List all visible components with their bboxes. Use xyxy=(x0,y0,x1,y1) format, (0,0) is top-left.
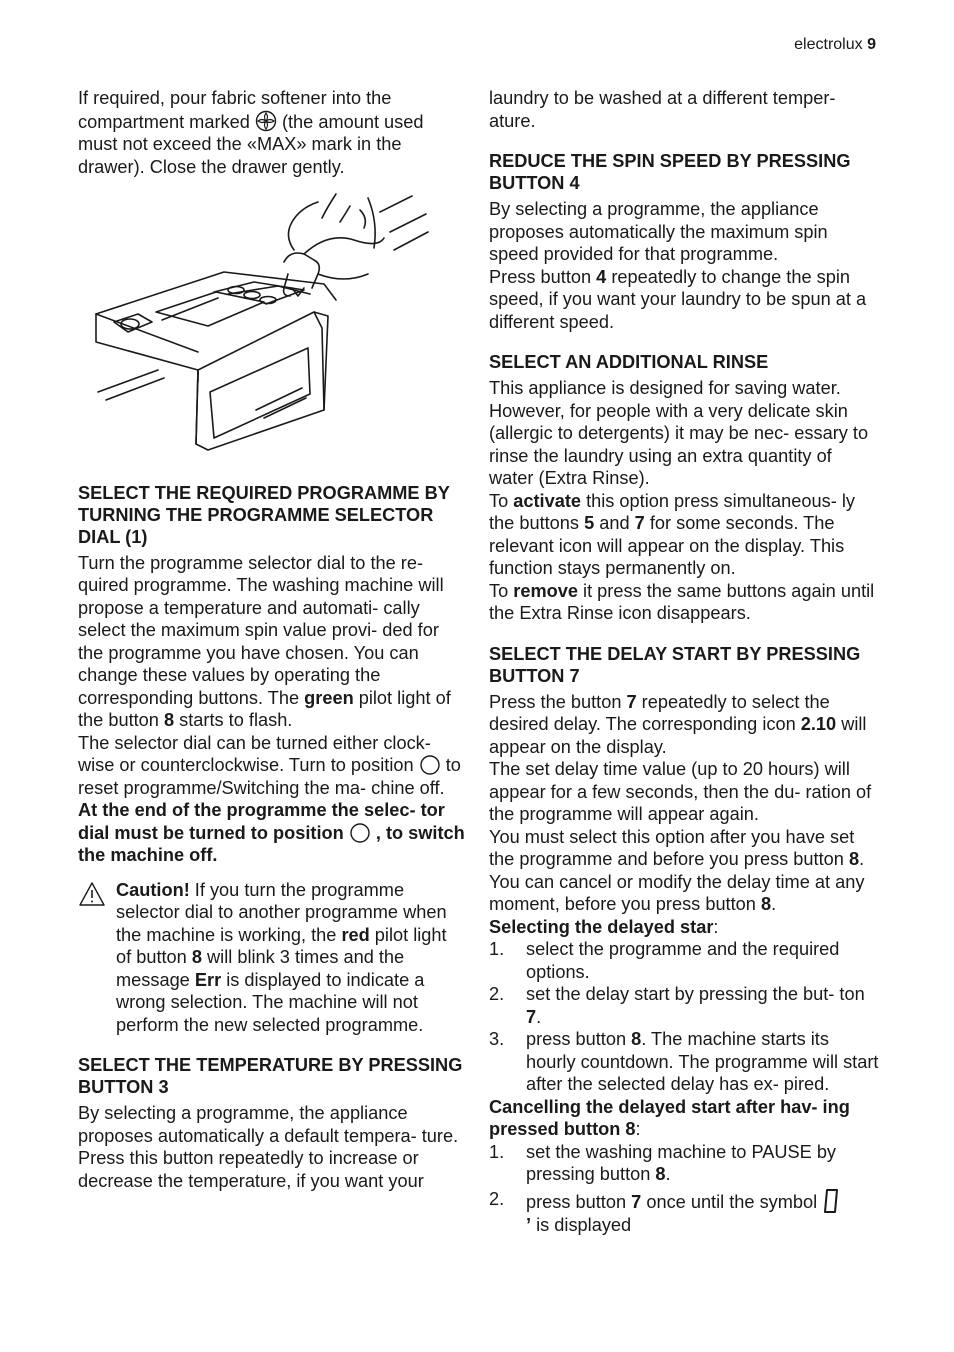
right-column xyxy=(489,87,879,1236)
circle-off-position-icon xyxy=(349,823,371,843)
spin-paragraph-1: By selecting a programme, the appliance proposes automatically the maximum spin speed provided for that programme. xyxy=(489,199,828,264)
rinse-paragraph-1: This appliance is designed for saving water. However, for people with a very delicate skin (allergic to detergents) it may be nec- essary to rinse the laundry using an extra quantity of water (Extra Rinse). xyxy=(489,378,869,488)
detergent-drawer-illustration xyxy=(78,192,466,454)
programme-paragraph-1: Turn the programme selector dial to the re- quired programme. The washing machine will propose a temperature and automati- cally select the maximum spin value provi- ded for the programme you have chosen. You can change these values by operating the corresponding buttons. The green pilot light of the button 8 starts to flash. xyxy=(78,552,451,730)
list-item: 3. press button 8. The machine starts its hourly countdown. The programme will start after the selected delay has ex- pired. xyxy=(489,1029,879,1094)
temperature-paragraph-2: Press this button repeatedly to increase or decrease the temperature, if you want your xyxy=(78,1148,424,1191)
delay-paragraph-3: You must select this option after you have set the programme and before you press button 8. xyxy=(489,826,865,869)
left-column xyxy=(78,87,466,1192)
programme-paragraph-3: At the end of the programme the selec- tor dial must be turned to position , to switch the machine off. xyxy=(78,800,465,865)
delay-paragraph-2: The set delay time value (up to 20 hours) will appear for a few seconds, then the du- ration of the programme will appear again. xyxy=(489,759,872,824)
list-item: 2. set the delay start by pressing the but- ton 7. xyxy=(489,984,865,1027)
cancel-delay-label: Cancelling the delayed start after hav- ing pressed button 8: xyxy=(489,1096,850,1139)
caution-text: Caution! If you turn the programme selector dial to another programme when the machine is working, the red pilot light of button 8 will blink 3 times and the message Err is displayed to indicate a wrong selection. The machine will not perform the new selected programme. xyxy=(116,879,447,1035)
delay-paragraph-4: You can cancel or modify the delay time at any moment, before you press button 8. xyxy=(489,871,865,914)
temperature-paragraph-1: By selecting a programme, the appliance proposes automatically a default tempera- ture. xyxy=(78,1103,459,1146)
spin-heading: REDUCE THE SPIN SPEED BY PRESSING BUTTON 4 xyxy=(489,151,851,193)
delay-paragraph-1: Press the button 7 repeatedly to select the desired delay. The corresponding icon 2.10 will appear on the display. xyxy=(489,691,867,757)
list-item: 1. set the washing machine to PAUSE by pressing button 8. xyxy=(489,1141,837,1184)
cancel-delay-steps xyxy=(489,1141,879,1237)
flower-compartment-icon xyxy=(255,110,277,132)
intro-text-2: (the amount used must not exceed the «MAX» mark in the drawer). Close the drawer gently. xyxy=(78,111,424,177)
rinse-heading: SELECT AN ADDITIONAL RINSE xyxy=(489,352,769,372)
list-item: 1. select the programme and the required options. xyxy=(489,939,840,982)
page-header xyxy=(794,36,876,54)
delay-heading: SELECT THE DELAY START BY PRESSING BUTTON 7 xyxy=(489,643,861,686)
selecting-delay-steps xyxy=(489,938,879,1096)
caution-note xyxy=(78,879,466,1037)
delay-icon-value: 2.10 xyxy=(800,714,837,734)
spin-paragraph-2: Press button 4 repeatedly to change the spin speed, if you want your laundry to be spun at a different speed. xyxy=(489,266,867,332)
rinse-paragraph-2: To activate this option press simultaneous- ly the buttons 5 and 7 for some seconds. The relevant icon will appear on the display. This function stays permanently on. xyxy=(489,490,855,578)
seven-segment-zero-icon xyxy=(822,1188,840,1214)
brand-name: electrolux xyxy=(794,36,863,53)
programme-paragraph-2: The selector dial can be turned either clock- wise or counterclockwise. Turn to position to reset programme/Switching the ma- chine off. xyxy=(78,732,461,798)
selecting-delay-label: Selecting the delayed star: xyxy=(489,916,719,937)
circle-off-position-icon xyxy=(419,755,441,775)
temperature-heading: SELECT THE TEMPERATURE BY PRESSING BUTTON 3 xyxy=(78,1055,463,1097)
warning-triangle-icon xyxy=(78,881,106,907)
list-item: 2. press button 7 once until the symbol ’ is displayed xyxy=(489,1188,879,1237)
intro-text-1: If required, pour fabric softener into the compartment marked xyxy=(78,88,392,132)
programme-heading: SELECT THE REQUIRED PROGRAMME BY TURNING THE PROGRAMME SELECTOR DIAL (1) xyxy=(78,482,450,547)
rinse-paragraph-3: To remove it press the same buttons again until the Extra Rinse icon disappears. xyxy=(489,580,875,623)
continuation-text: laundry to be washed at a different temper- ature. xyxy=(489,88,836,131)
page-number: 9 xyxy=(867,36,876,53)
intro-paragraph xyxy=(78,87,466,178)
